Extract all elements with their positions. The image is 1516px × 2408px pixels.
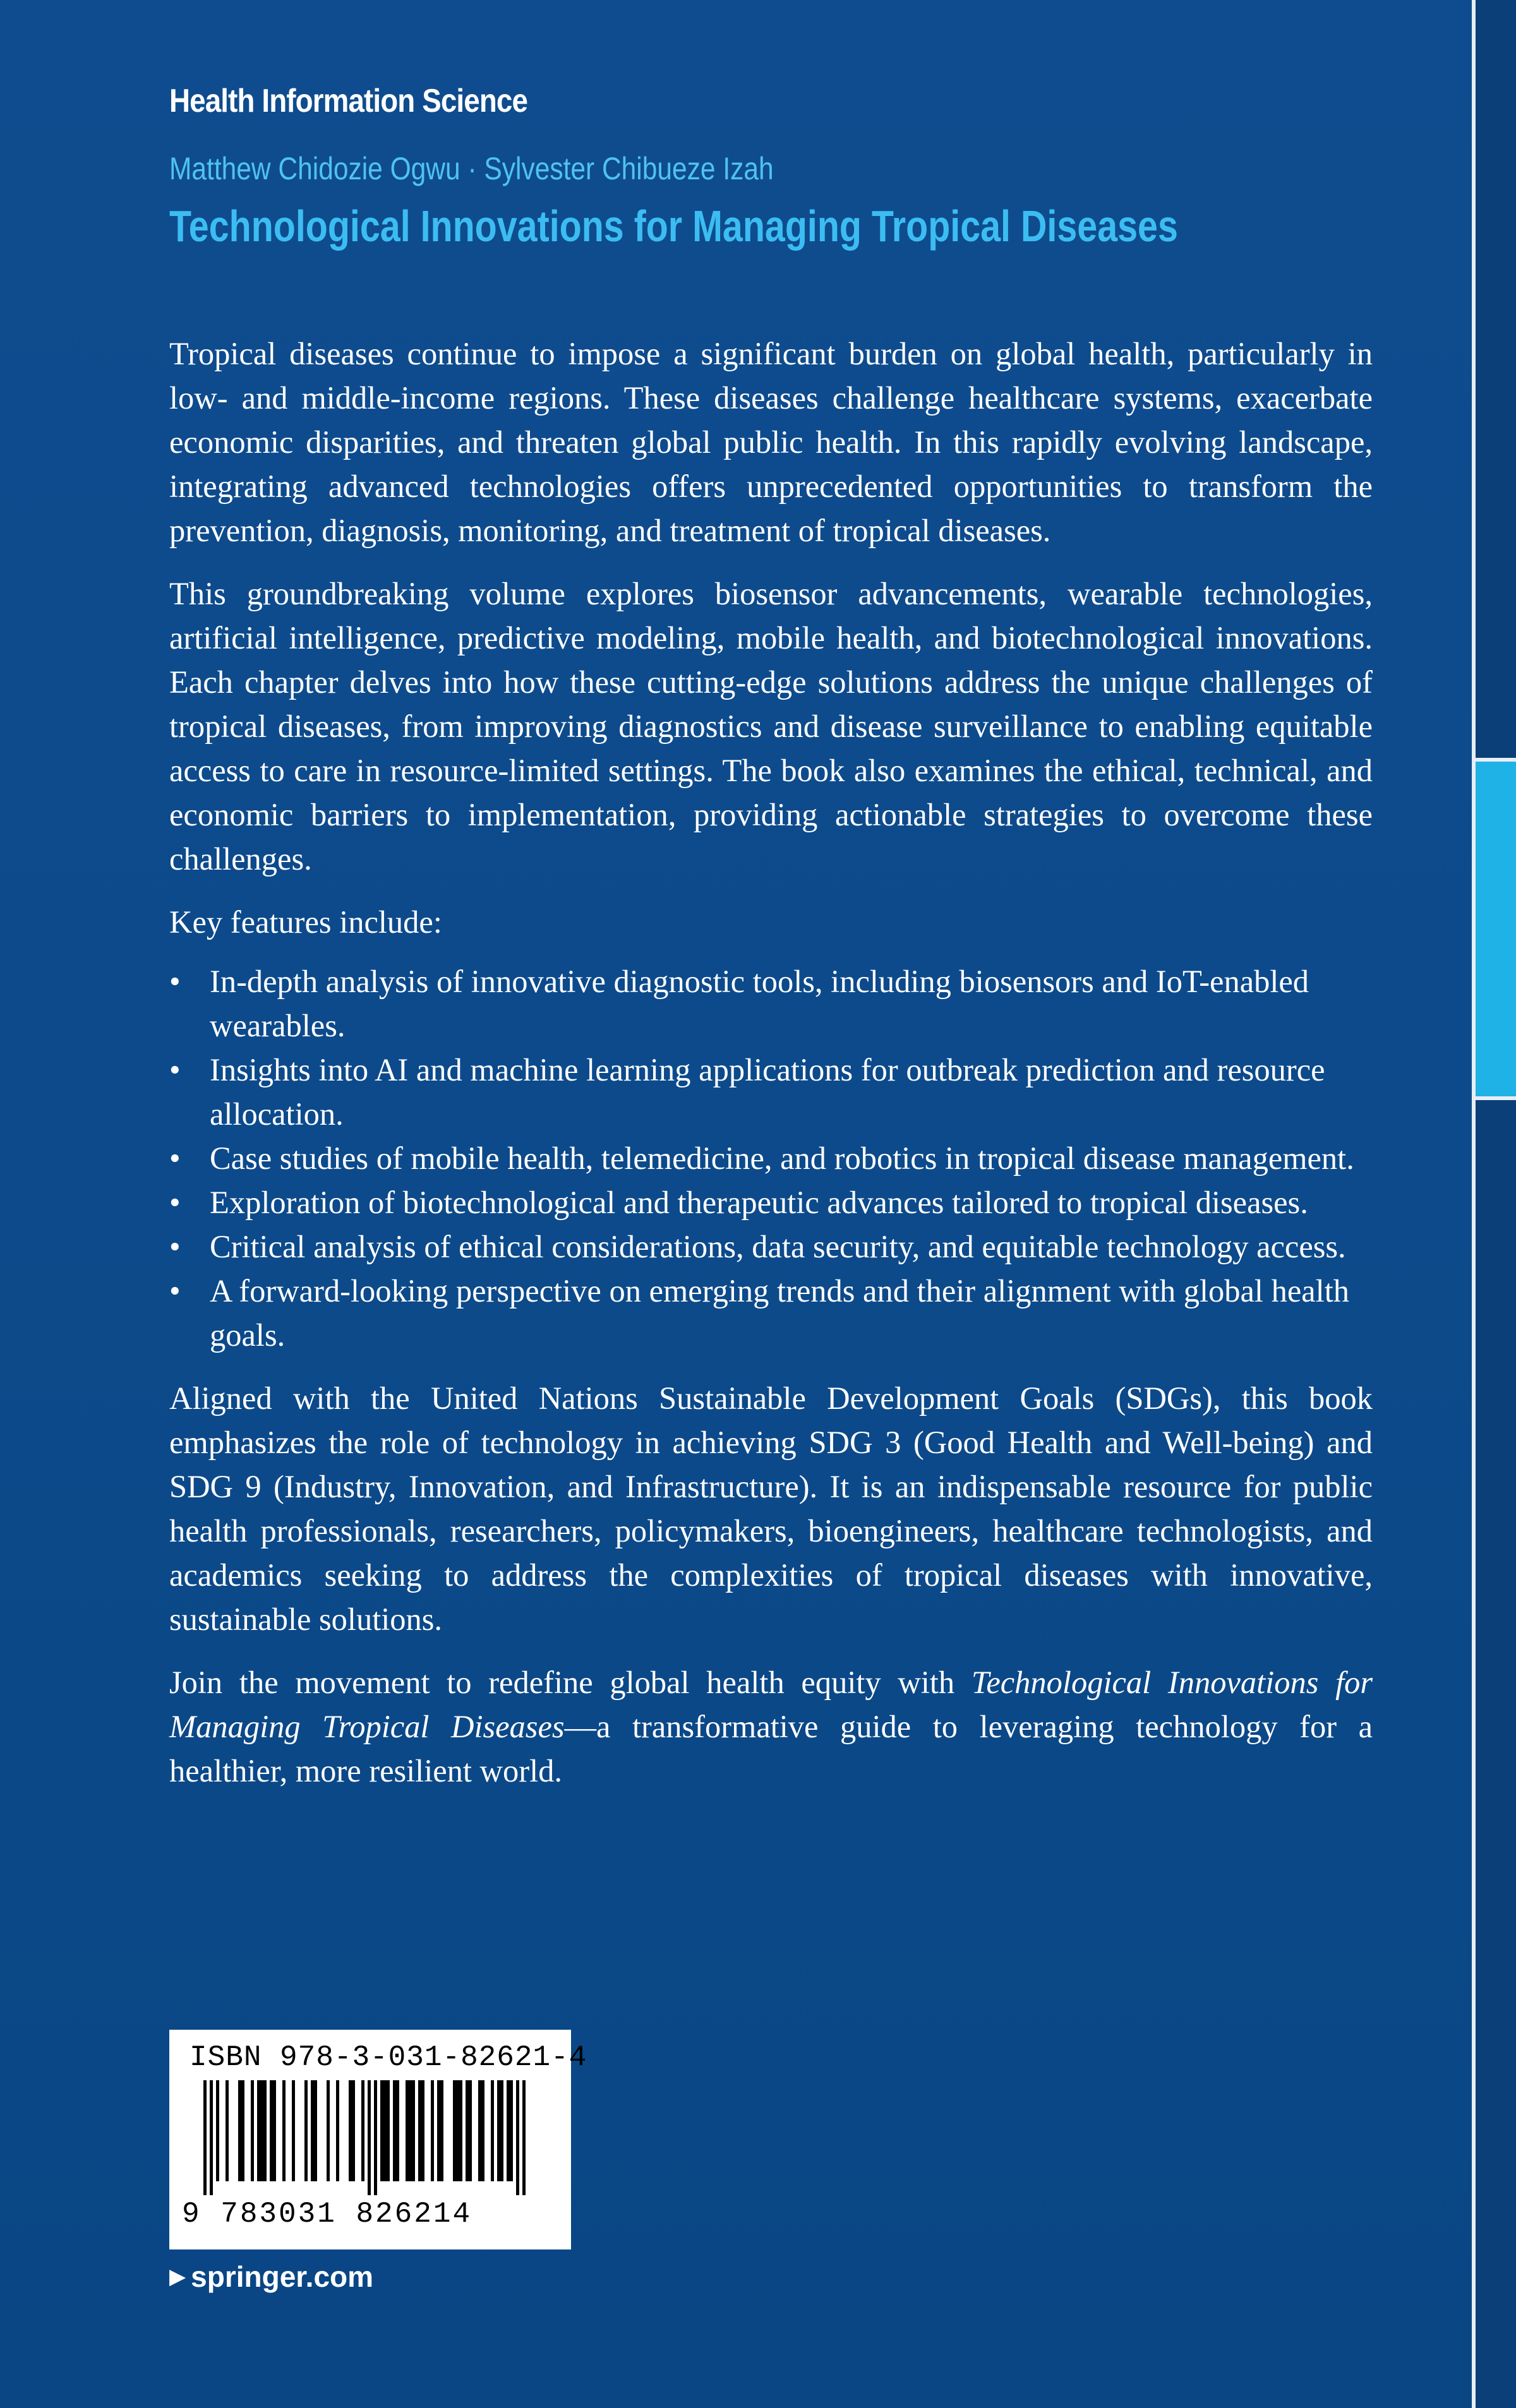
barcode-bar (251, 2080, 254, 2181)
list-item-text: Exploration of biotechnological and therapeutic advances tailored to tropical diseases. (210, 1185, 1308, 1220)
spine-accent-band (1476, 758, 1516, 1100)
closing-title-italic: Technological Innovations for Managing Tropical Diseases (169, 1665, 1373, 1744)
list-item-text: Insights into AI and machine learning applications for outbreak prediction and resource allocation. (210, 1052, 1325, 1132)
paragraph-intro: Tropical diseases continue to impose a significant burden on global health, particularly in low- and middle-income regions. These diseases challenge healthcare systems, exacerbate economic disparities, and threaten global public health. In this rapidly evolving landscape, integrating advanced technologies offers unprecedented opportunities to transform the prevention, diagnosis, monitoring, and treatment of tropical diseases. (169, 336, 1373, 548)
barcode-bar (497, 2080, 503, 2181)
bullet-icon: • (169, 1052, 181, 1087)
barcode-bar (226, 2080, 229, 2181)
barcode-bar (491, 2080, 494, 2181)
blurb (169, 332, 1373, 1812)
barcode-bar (478, 2080, 484, 2181)
barcode-label (169, 2030, 587, 2249)
barcode-bar (418, 2080, 424, 2181)
closing-text-end: —a transformative guide to leveraging technology for a healthier, more resilient world. (169, 1709, 1373, 1788)
bullet-icon: • (169, 1185, 181, 1220)
barcode-bar (336, 2080, 339, 2181)
book-title: Technological Innovations for Managing Tropical Diseases (169, 201, 1178, 251)
list-item (169, 1048, 1373, 1136)
list-item (169, 1225, 1373, 1269)
barcode-bar (437, 2080, 443, 2181)
publisher-link-text: springer.com (191, 2260, 374, 2293)
barcode-bar (368, 2080, 371, 2195)
barcode-bar (270, 2080, 276, 2181)
key-features-list (169, 959, 1373, 1357)
barcode-bar (361, 2080, 364, 2181)
barcode-bar (327, 2080, 330, 2181)
list-item (169, 959, 1373, 1048)
barcode-bar (349, 2080, 355, 2181)
play-arrow-icon: ▶ (169, 2265, 186, 2289)
barcode-bar (282, 2080, 286, 2181)
list-item (169, 1136, 1373, 1180)
barcode-bar (257, 2080, 267, 2181)
key-features-heading: Key features include: (169, 904, 442, 940)
list-item-text: A forward-looking perspective on emerging trends and their alignment with global health goals. (210, 1273, 1349, 1353)
publisher-link[interactable] (169, 2260, 373, 2294)
bullet-icon: • (169, 1273, 181, 1309)
closing-text-start: Join the movement to redefine global health equity with (169, 1665, 972, 1700)
barcode-bar (453, 2080, 462, 2181)
barcode-bar (210, 2080, 213, 2195)
spine-strip (1472, 0, 1516, 2408)
isbn-text: ISBN 978-3-031-82621-4 (190, 2041, 587, 2074)
barcode-bar (292, 2080, 295, 2181)
authors: Matthew Chidozie Ogwu · Sylvester Chibueze Izah (169, 151, 774, 186)
barcode-bar (406, 2080, 415, 2181)
barcode-digits: 9 783031 826214 (182, 2198, 472, 2231)
barcode-icon (182, 2080, 558, 2195)
barcode-bar (203, 2080, 207, 2195)
list-item-text: Case studies of mobile health, telemedicine, and robotics in tropical disease management. (210, 1141, 1354, 1176)
bullet-icon: • (169, 1141, 181, 1176)
barcode-bar (393, 2080, 399, 2181)
list-item (169, 1180, 1373, 1225)
barcode-bar (311, 2080, 317, 2181)
barcode-bar (380, 2080, 390, 2181)
barcode-bar (216, 2080, 219, 2181)
paragraph-closing (169, 1660, 1373, 1793)
list-item (169, 1269, 1373, 1357)
barcode-bar (304, 2080, 308, 2181)
paragraph-sdg: Aligned with the United Nations Sustainable Development Goals (SDGs), this book emphasizes the role of technology in achieving SDG 3 (Good Health and Well-being) and SDG 9 (Industry, Innovation, and Infrastructure). It is an indispensable resource for public health professionals, researchers, policymakers, bioengineers, healthcare technologists, and academics seeking to address the complexities of tropical diseases with innovative, sustainable solutions. (169, 1381, 1373, 1637)
barcode-bar (466, 2080, 472, 2181)
barcode-bar (507, 2080, 513, 2181)
barcode-bar (522, 2080, 526, 2195)
barcode-bar (431, 2080, 434, 2181)
list-item-text: Critical analysis of ethical considerations, data security, and equitable technology access. (210, 1229, 1346, 1264)
barcode-bar (516, 2080, 519, 2195)
bullet-icon: • (169, 964, 181, 999)
bullet-icon: • (169, 1229, 181, 1264)
barcode-bar (238, 2080, 244, 2181)
series-name: Health Information Science (169, 83, 528, 119)
barcode-bar (374, 2080, 377, 2195)
paragraph-volume: This groundbreaking volume explores biosensor advancements, wearable technologies, artificial intelligence, predictive modeling, mobile health, and biotechnological innovations. Each chapter delves into how these cutting-edge solutions address the unique challenges of tropical diseases, from improving diagnostics and disease surveillance to enabling equitable access to care in resource-limited settings. The book also examines the ethical, technical, and economic barriers to implementation, providing actionable strategies to overcome these challenges. (169, 576, 1373, 877)
list-item-text: In-depth analysis of innovative diagnostic tools, including biosensors and IoT-enabled wearables. (210, 964, 1309, 1043)
